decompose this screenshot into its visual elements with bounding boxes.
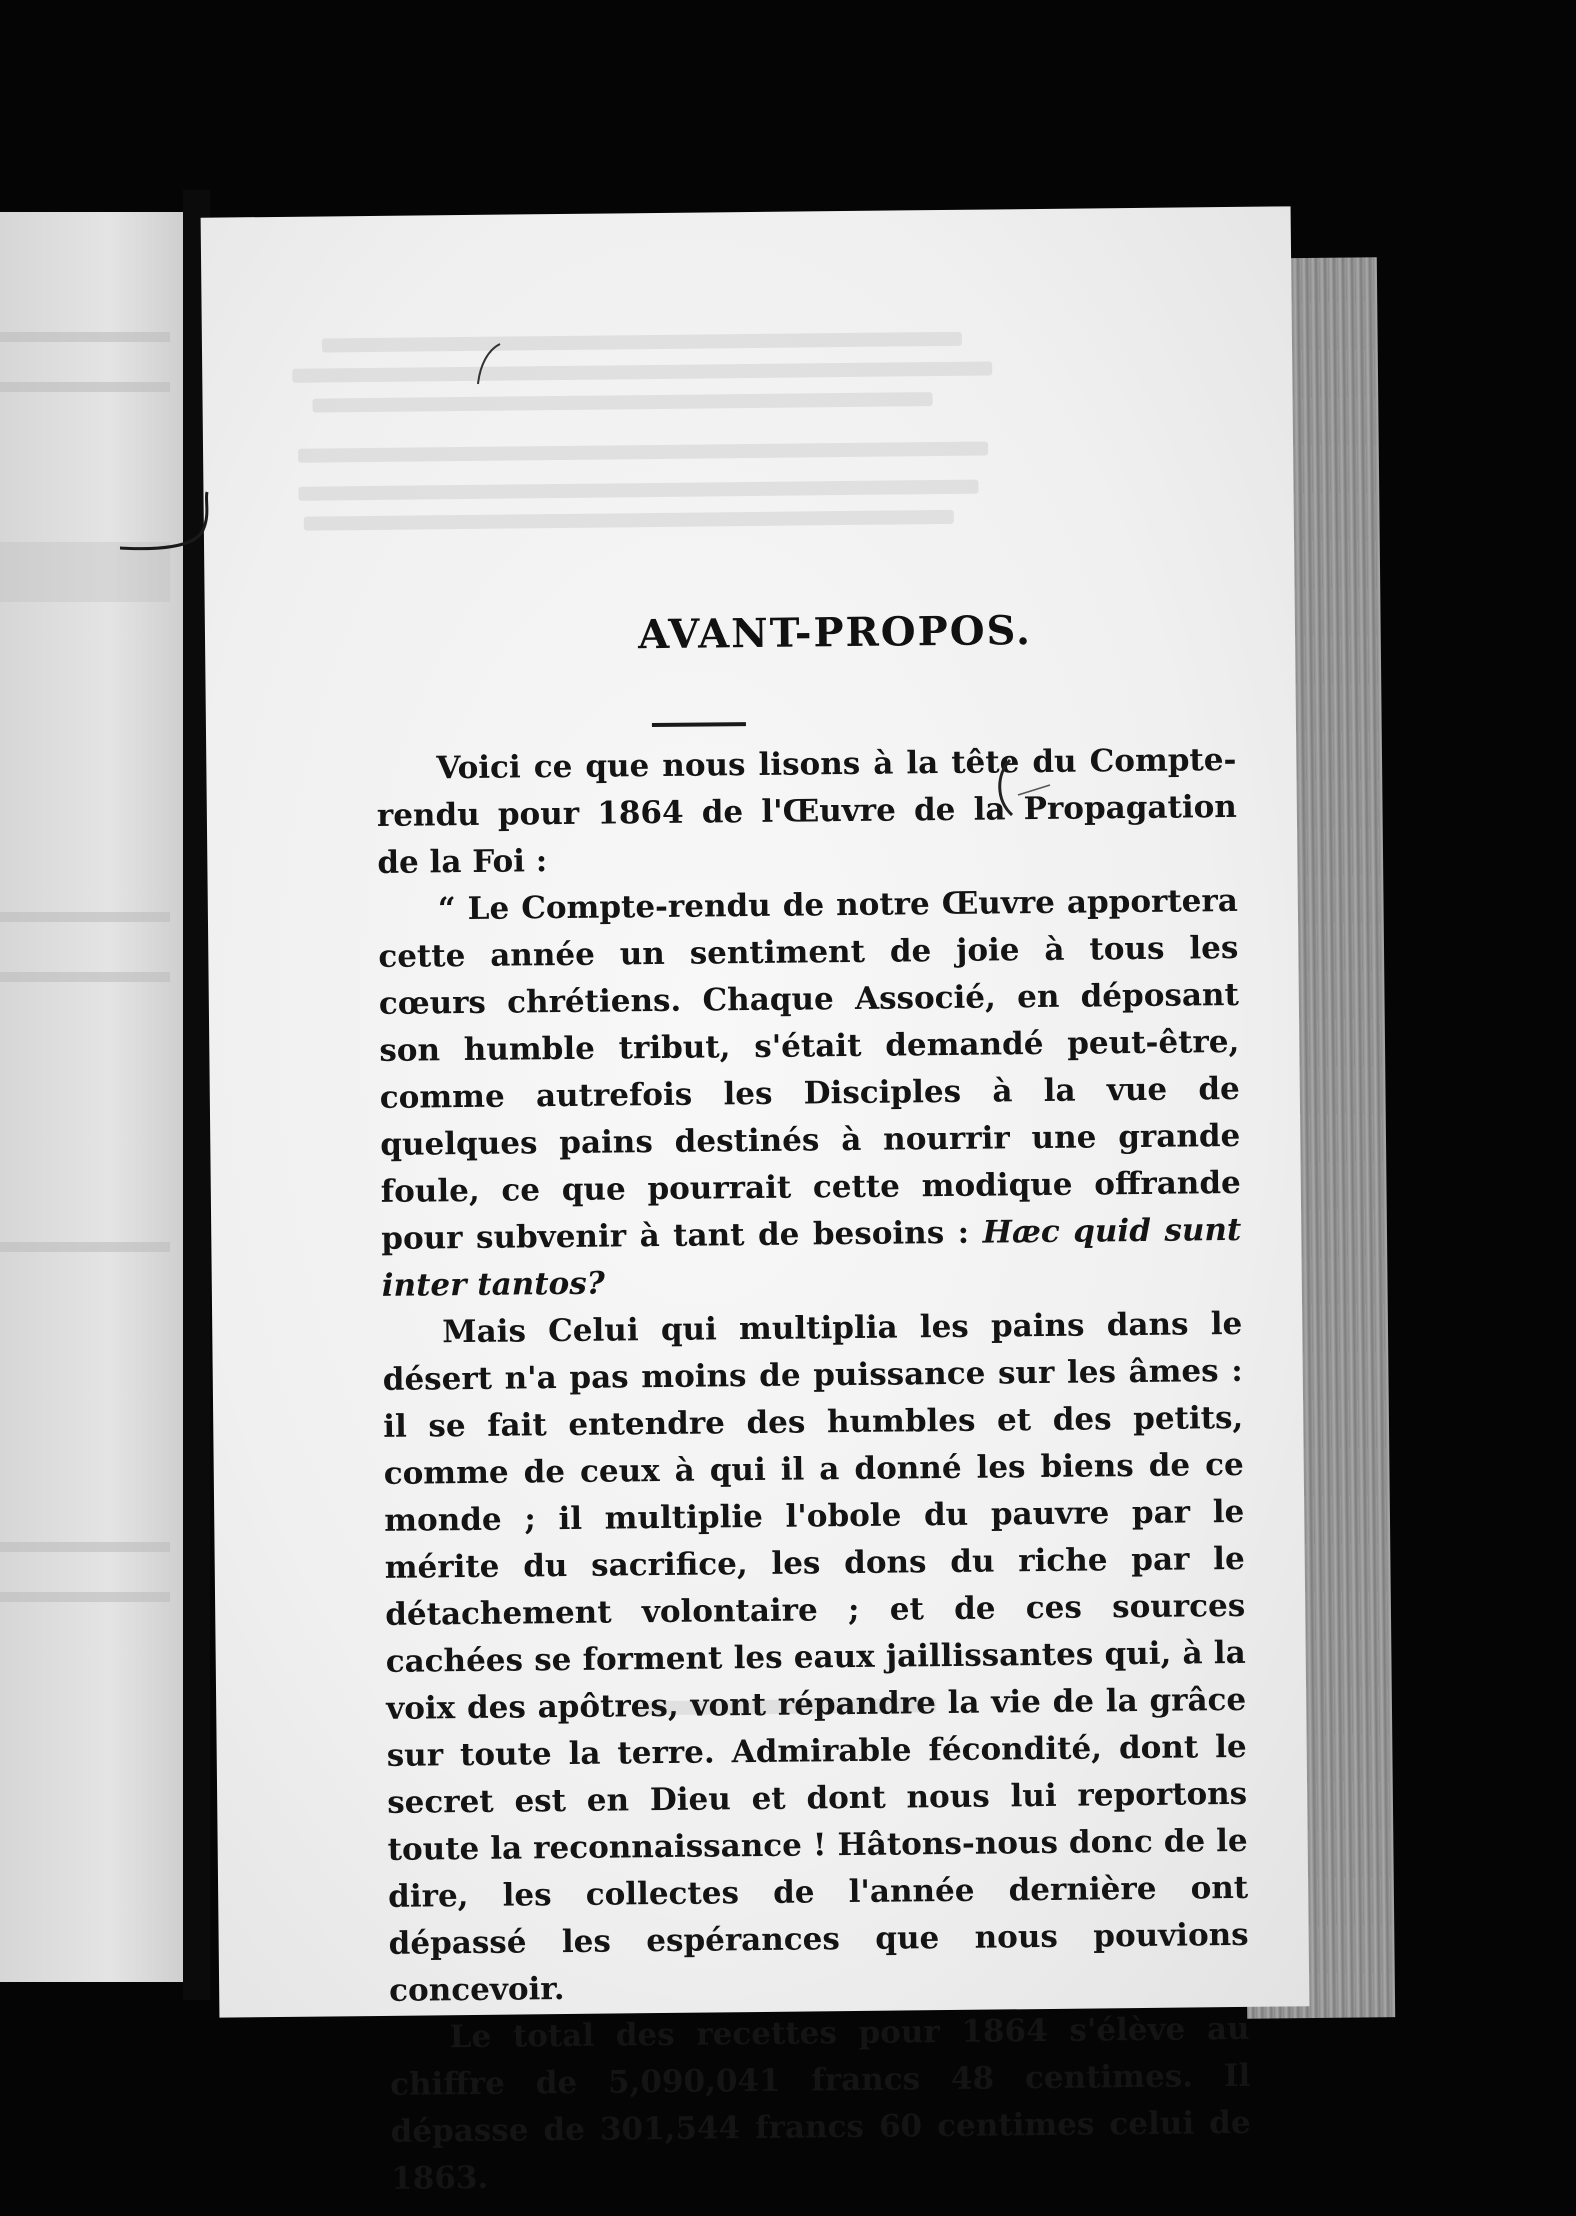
latin-quote: Hæc quid sunt inter tantos? [381, 1211, 1242, 1304]
pencil-mark-left [115, 490, 215, 560]
title-divider [652, 722, 746, 727]
pencil-mark-margin [990, 755, 1060, 825]
paragraph-text: “ Le Compte-rendu de notre Œuvre apportera cette année un sentiment de joie à tous les cœurs chrétiens. Chaque Associé, en déposant son humble tribut, s'était demandé peut-être, comme autrefois les Disciples à la vue de quelques pains destinés à nourrir une grande foule, ce que pourrait cette modique offrande pour subvenir à tant de besoins : [378, 882, 1241, 1257]
paragraph-text: Le total des recettes pour 1864 s'élève au chiffre de 5,090,041 francs 48 centimes. Il dépasse de 301,544 francs 60 centimes celui de 1863. [389, 2010, 1251, 2197]
paragraph [376, 737, 1237, 887]
paragraph-text: Mais Celui qui multiplia les pains dans le désert n'a pas moins de puissance sur les âmes : il se fait entendre des humbles et des petits, comme de ceux à qui il a donné les biens de ce monde ; il multiplie l'obole du pauvre par le mérite du sacrifice, les dons du riche par le détachement volontaire ; et de ces sources cachées se forment les eaux jaillissantes qui, à la voix des apôtres, vont répandre la vie de la grâce sur toute la terre. Admirable fécondité, dont le secret est en Dieu et dont nous lui reportons toute la reconnaissance ! Hâtons-nous donc de le dire, les collectes de l'année dernière ont dépassé les espérances que nous pouvions concevoir. [382, 1305, 1249, 2009]
paragraph-text: Voici ce que nous lisons à la tête du Compte-rendu pour 1864 de l'Œuvre de la Propagation de la Foi : [376, 741, 1238, 881]
paragraph [389, 2006, 1251, 2203]
previous-page-edge [0, 212, 183, 1982]
page-title: AVANT-PROPOS. [637, 607, 1033, 659]
body-text [376, 737, 1251, 2203]
paragraph [378, 878, 1242, 1310]
pencil-mark-top [470, 340, 510, 390]
paragraph [382, 1301, 1249, 2015]
book-page [201, 206, 1310, 2197]
